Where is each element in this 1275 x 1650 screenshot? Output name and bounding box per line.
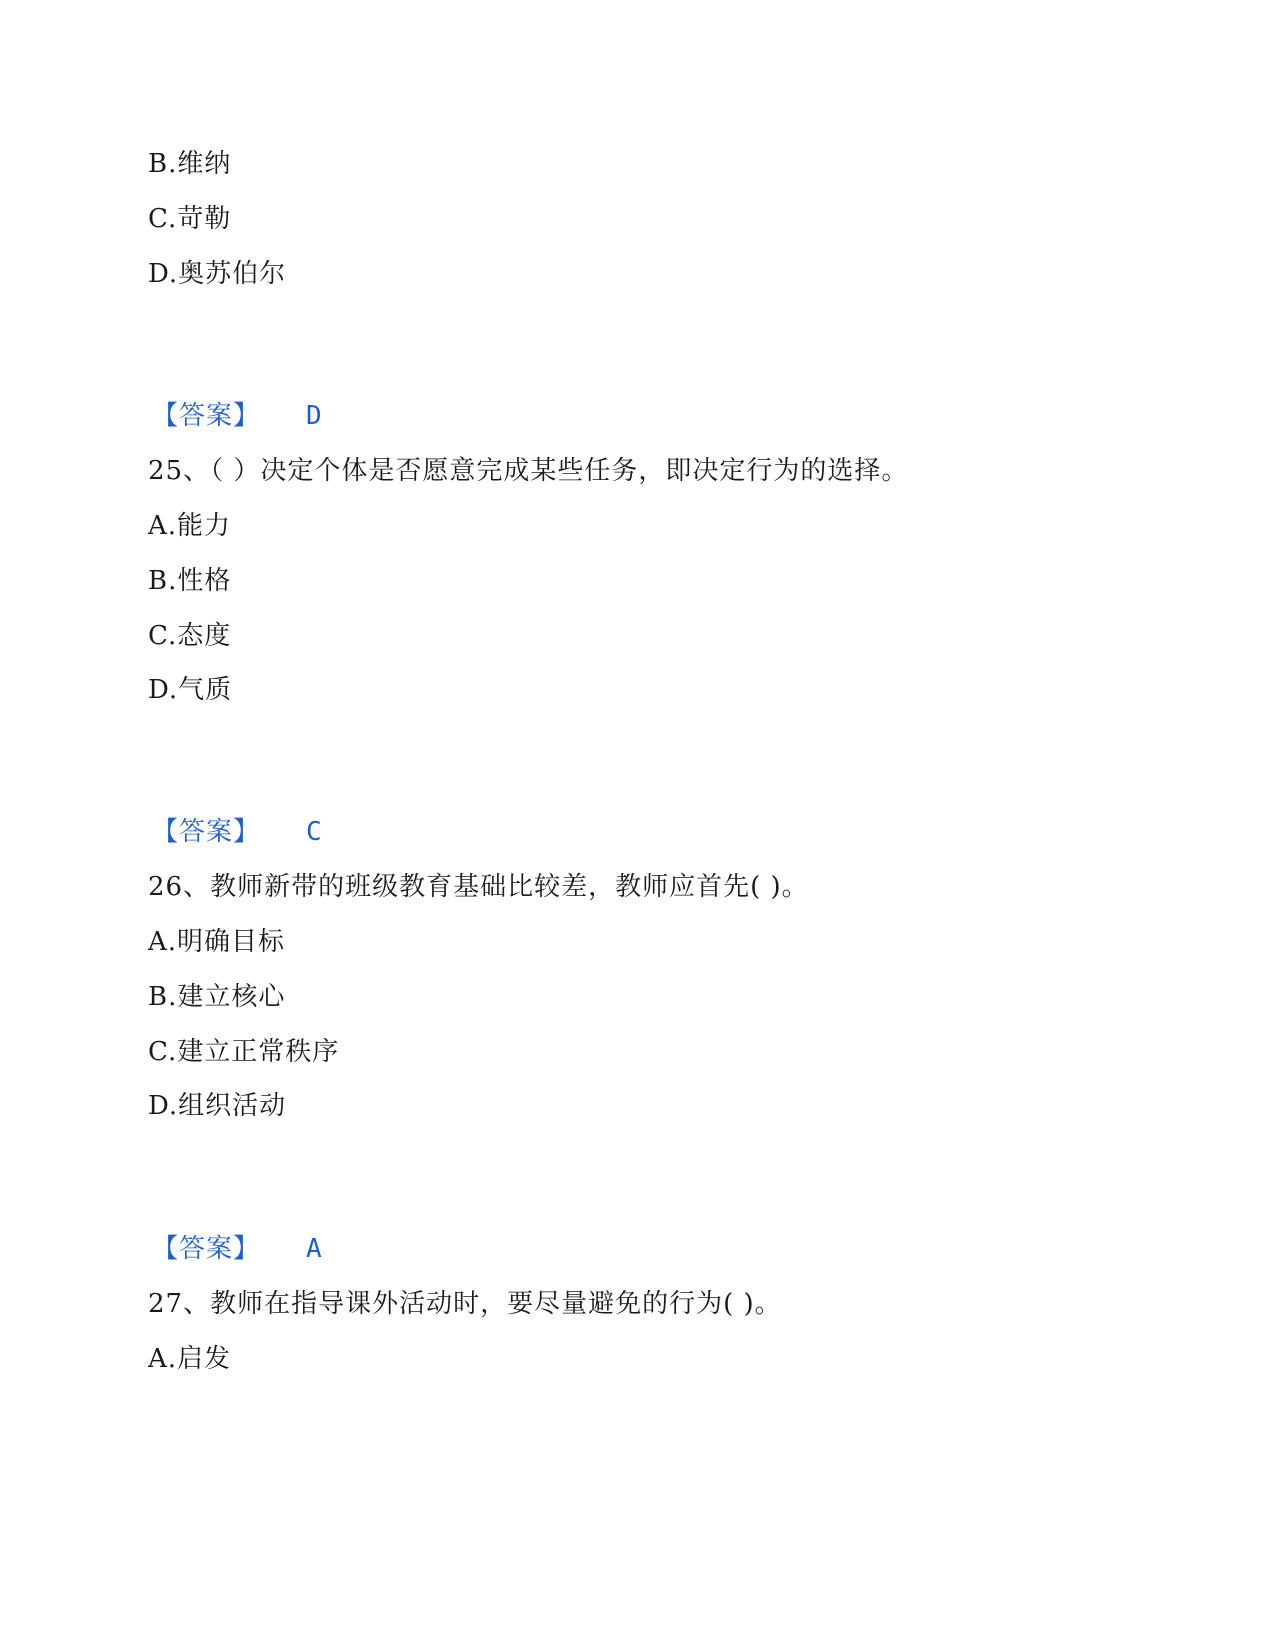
- q26-answer-value: A: [306, 1234, 322, 1264]
- q24-option-b: B.维纳: [148, 149, 232, 179]
- q25-option-c: C.态度: [148, 621, 232, 651]
- q24-answer-label: 【答案】: [152, 401, 261, 431]
- q26-option-c: C.建立正常秩序: [148, 1037, 340, 1067]
- q26-stem: 26、教师新带的班级教育基础比较差，教师应首先( )。: [148, 872, 809, 902]
- q25-answer-label: 【答案】: [152, 817, 261, 847]
- q24-answer-value: D: [306, 401, 322, 431]
- q26-option-b: B.建立核心: [148, 982, 286, 1012]
- q26-option-a: A.明确目标: [148, 927, 286, 957]
- q27-stem: 27、教师在指导课外活动时，要尽量避免的行为( )。: [148, 1289, 782, 1319]
- q25-option-b: B.性格: [148, 566, 232, 596]
- q24-option-d: D.奥苏伯尔: [148, 259, 287, 289]
- q25-stem: 25、（ ）决定个体是否愿意完成某些任务，即决定行为的选择。: [148, 456, 909, 486]
- q27-option-a: A.启发: [148, 1344, 232, 1374]
- q25-answer-value: C: [306, 817, 322, 847]
- q25-option-a: A.能力: [148, 511, 232, 541]
- q25-option-d: D.气质: [148, 675, 233, 705]
- q26-answer-label: 【答案】: [152, 1234, 261, 1264]
- q24-option-c: C.苛勒: [148, 204, 232, 234]
- q26-option-d: D.组织活动: [148, 1091, 287, 1121]
